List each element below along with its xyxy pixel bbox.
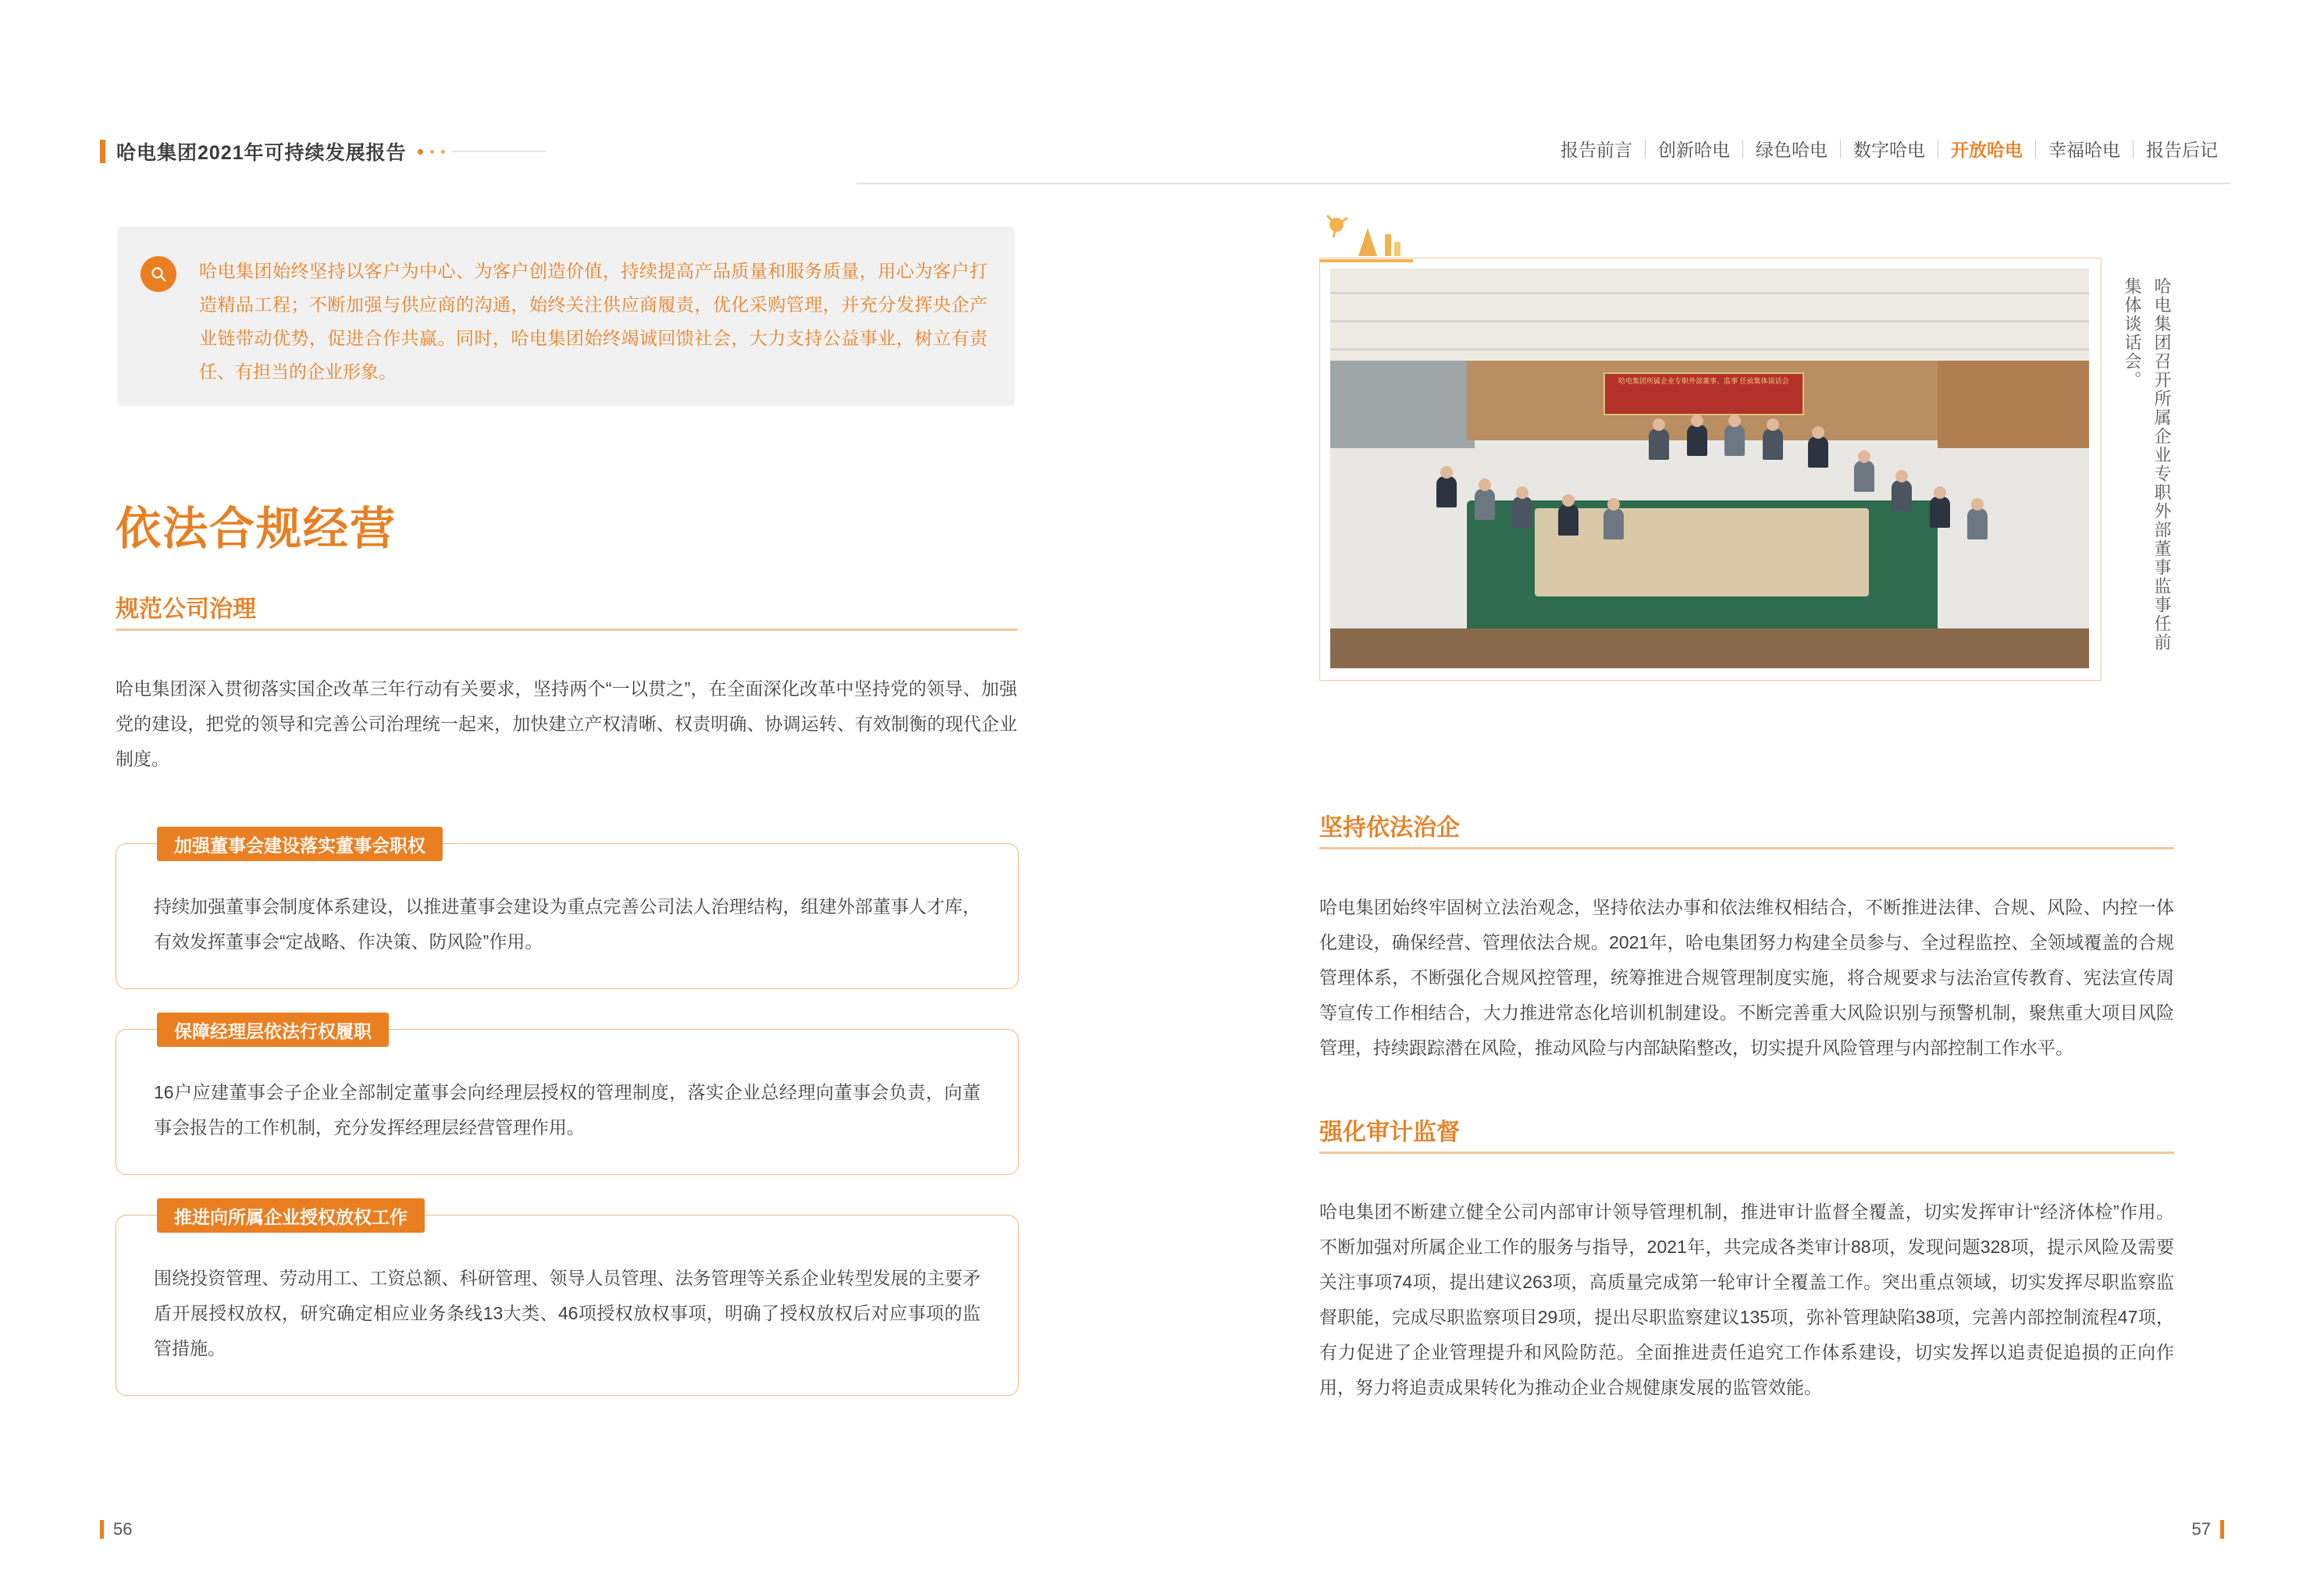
nav-item-5[interactable]: 幸福哈电 xyxy=(2048,140,2120,160)
dot-icon xyxy=(430,150,434,154)
photo-side-wall xyxy=(1938,361,2089,449)
info-box-2-text: 16户应建董事会子企业全部制定董事会向经理层授权的管理制度，落实企业总经理向董事会负责，向董事会报告的工作机制，充分发挥经理层经营管理作用。 xyxy=(154,1082,980,1137)
page-number-bar xyxy=(100,1520,104,1539)
header-line xyxy=(452,151,546,152)
info-box-1 xyxy=(116,835,1019,989)
dot-icon xyxy=(418,149,423,155)
meeting-photo xyxy=(1330,269,2089,668)
header-nav[interactable] xyxy=(1548,136,2230,162)
callout-box xyxy=(117,226,1015,406)
page-number-left xyxy=(100,1519,132,1540)
photo-floor xyxy=(1330,628,2089,668)
header-dots-decoration xyxy=(418,149,546,155)
section-rule-3 xyxy=(1319,1152,2174,1154)
header-accent-bar xyxy=(100,140,105,163)
search-icon xyxy=(141,256,176,292)
page-number-right xyxy=(2192,1519,2224,1540)
callout-text: 哈电集团始终坚持以客户为中心、为客户创造价值，持续提高产品质量和服务质量，用心为客户打造精品工程；不断加强与供应商的沟通，始终关注供应商履责，优化采购管理，并充分发挥央企产业链带动优势，促进合作共赢。同时，哈电集团始终竭诚回馈社会，大力支持公益事业，树立有责任、有担当的企业形象。 xyxy=(199,261,988,382)
info-box-3 xyxy=(116,1206,1019,1396)
section-paragraph-1: 哈电集团深入贯彻落实国企改革三年行动有关要求，坚持两个“一以贯之”，在全面深化改革中坚持党的领导、加强党的建设，把党的领导和完善公司治理统一起来，加快建立产权清晰、权责明确、协调运转、有效制衡的现代企业制度。 xyxy=(116,678,1017,769)
info-box-2 xyxy=(116,1020,1019,1175)
photo-window-wall xyxy=(1330,361,1475,449)
section-title-2: 坚持依法治企 xyxy=(1319,815,1460,841)
nav-item-0[interactable]: 报告前言 xyxy=(1561,140,1632,160)
info-box-3-text: 围绕投资管理、劳动用工、工资总额、科研管理、领导人员管理、法务管理等关系企业转型发展的主要矛盾开展授权放权，研究确定相应业务条线13大类、46项授权放权事项，明确了授权放权后对应事项的监管措施。 xyxy=(154,1268,980,1358)
nav-item-6[interactable]: 报告后记 xyxy=(2146,140,2218,160)
nav-item-3[interactable]: 数字哈电 xyxy=(1853,140,1925,160)
page-title: 依法合规经营 xyxy=(116,504,397,554)
section-title-3: 强化审计监督 xyxy=(1319,1120,1460,1145)
info-box-2-tag: 保障经理层依法行权履职 xyxy=(157,1013,389,1047)
section-paragraph-3: 哈电集团不断建立健全公司内部审计领导管理机制，推进审计监督全覆盖，切实发挥审计“经济体检”作用。不断加强对所属企业工作的服务与指导，2021年，共完成各类审计88项，发现问题328项，提示风险及需要关注事项74项，提出建议263项，高质量完成第一轮审计全覆盖工作。突出重点领域，切实发挥尽职监察监督职能，完成尽职监察项目29项，提出尽职监察建议135项，弥补管理缺陷38项，完善内部控制流程47项，有力促进了企业管理提升和风险防范。全面推进责任追究工作体系建设，切实发挥以追责促追损的正向作用，努力将追责成果转化为推动企业合规健康发展的监管效能。 xyxy=(1319,1201,2174,1397)
photo-scene xyxy=(1330,269,2089,668)
header-title-group xyxy=(100,137,546,166)
dot-icon xyxy=(441,150,445,154)
nav-item-1[interactable]: 创新哈电 xyxy=(1658,140,1730,160)
section-rule-2 xyxy=(1319,847,2174,849)
nav-item-4-active[interactable]: 开放哈电 xyxy=(1951,140,2023,160)
info-box-1-text: 持续加强董事会制度体系建设，以推进董事会建设为重点完善公司法人治理结构，组建外部董事人才库，有效发挥董事会“定战略、作决策、防风险”作用。 xyxy=(154,896,980,952)
header-divider xyxy=(856,183,2230,184)
section-paragraph-2: 哈电集团始终牢固树立法治观念，坚持依法办事和依法维权相结合，不断推进法律、合规、风险、内控一体化建设，确保经营、管理依法合规。2021年，哈电集团努力构建全员参与、全过程监控、全领域覆盖的合规管理体系，不断强化合规风控管理，统筹推进合规管理制度实施，将合规要求与法治宣传教育、宪法宣传周等宣传工作相结合，大力推进常态化培训机制建设。不断完善重大风险识别与预警机制，聚焦重大项目风险管理，持续跟踪潜在风险，推动风险与内部缺陷整改，切实提升风险管理与内部控制工作水平。 xyxy=(1319,897,2174,1058)
nav-item-2[interactable]: 绿色哈电 xyxy=(1756,140,1828,160)
photo-caption: 哈电集团召开所属企业专职外部董事监事任前集体谈话会。 xyxy=(2123,277,2172,652)
page-number-right-value: 57 xyxy=(2191,1519,2211,1539)
info-box-3-tag: 推进向所属企业授权放权工作 xyxy=(157,1198,425,1233)
page-header xyxy=(0,67,2324,164)
photo-banner-text: 哈电集团所属企业专职外部董事、监事 任前集体谈话会 xyxy=(1618,377,1789,386)
photo-banner xyxy=(1603,372,1804,415)
page-number-bar xyxy=(2220,1520,2224,1539)
section-title-1: 规范公司治理 xyxy=(116,596,256,622)
info-box-1-tag: 加强董事会建设落实董事会职权 xyxy=(157,827,443,861)
section-rule-1 xyxy=(116,628,1017,631)
photo-table-center xyxy=(1535,508,1869,596)
report-title: 哈电集团2021年可持续发展报告 xyxy=(116,142,407,164)
page-number-left-value: 56 xyxy=(113,1519,133,1539)
photo-container xyxy=(1319,258,2100,679)
